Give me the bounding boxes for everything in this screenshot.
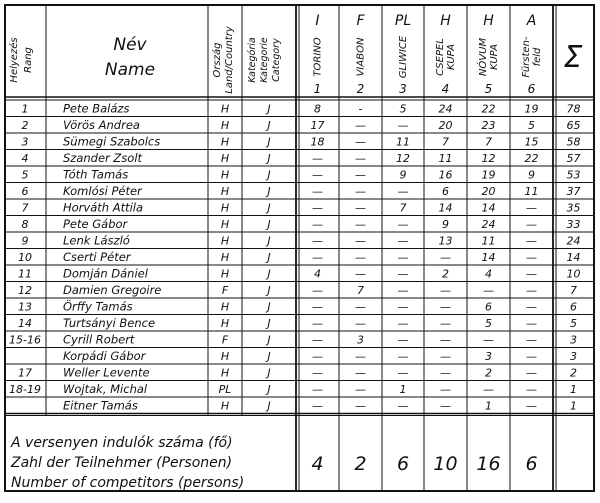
- score-cell: 19: [524, 102, 539, 116]
- country-cell: H: [220, 234, 230, 248]
- event-country-code: A: [526, 13, 537, 29]
- score-cell: —: [440, 350, 451, 363]
- score-cell: 2: [442, 267, 449, 281]
- score-cell: 11: [396, 135, 410, 149]
- score-cell: 3: [485, 350, 492, 363]
- score-cell: —: [312, 399, 323, 413]
- sum-cell: 1: [570, 383, 577, 396]
- footer-label-de: Zahl der Teilnehmer (Personen): [11, 455, 233, 471]
- score-cell: —: [397, 185, 409, 198]
- score-cell: 16: [438, 168, 453, 182]
- score-cell: —: [355, 201, 366, 215]
- rank-cell: 8: [21, 218, 29, 231]
- competitor-count: 4: [311, 453, 324, 475]
- score-cell: 6: [442, 185, 449, 198]
- event-country-code: H: [483, 13, 494, 29]
- competitor-count: 16: [476, 453, 501, 475]
- score-cell: 24: [481, 218, 496, 231]
- score-cell: 1: [485, 399, 492, 413]
- event-name: GLIWICE: [398, 35, 409, 79]
- country-cell: H: [220, 350, 230, 363]
- score-cell: —: [526, 383, 537, 396]
- rank-cell: 3: [21, 135, 29, 149]
- score-cell: —: [312, 350, 323, 363]
- score-cell: —: [312, 300, 323, 314]
- header-sum: Σ: [563, 40, 583, 75]
- score-cell: —: [483, 383, 494, 396]
- country-cell: H: [220, 185, 230, 198]
- score-cell: 7: [442, 135, 449, 149]
- score-cell: —: [440, 300, 451, 314]
- score-cell: 22: [524, 152, 539, 165]
- score-cell: —: [397, 317, 409, 330]
- category-cell: J: [267, 218, 271, 231]
- sum-cell: 5: [570, 317, 577, 330]
- score-cell: —: [397, 300, 409, 314]
- sum-cell: 3: [570, 350, 577, 363]
- header-name-en: Name: [104, 60, 156, 80]
- score-cell: —: [312, 251, 323, 264]
- score-cell: 14: [481, 201, 496, 215]
- event-name: TORINO: [312, 37, 324, 77]
- header-category-de: Kategorie: [259, 37, 270, 83]
- rank-cell: 15-16: [9, 333, 41, 347]
- footer-label-en: Number of competitors (persons): [11, 475, 245, 491]
- score-cell: —: [526, 350, 537, 363]
- rank-cell: 2: [21, 119, 29, 132]
- score-cell: 14: [438, 201, 453, 215]
- country-cell: H: [220, 102, 230, 116]
- event-name: NÓVUM: [478, 37, 489, 77]
- sum-cell: 58: [566, 135, 581, 149]
- category-cell: J: [267, 135, 271, 149]
- category-cell: J: [267, 300, 271, 314]
- rank-cell: 7: [21, 201, 29, 215]
- name-cell: Pete Balázs: [63, 101, 130, 116]
- score-cell: 8: [314, 102, 321, 116]
- score-cell: —: [355, 300, 366, 314]
- rank-cell: 12: [18, 284, 32, 297]
- name-cell: Damien Gregoire: [63, 283, 162, 297]
- score-cell: —: [397, 366, 409, 380]
- score-cell: -: [358, 102, 363, 116]
- score-cell: 12: [481, 152, 496, 165]
- event-name: Fürsten-: [521, 36, 532, 78]
- score-cell: —: [397, 267, 409, 281]
- score-cell: —: [355, 267, 366, 281]
- rank-cell: 5: [21, 168, 29, 182]
- header-country-hu: Ország: [212, 42, 223, 78]
- score-cell: —: [312, 185, 323, 198]
- sum-cell: 37: [566, 185, 581, 198]
- country-cell: H: [220, 366, 230, 380]
- score-cell: —: [440, 366, 451, 380]
- rank-cell: 17: [18, 366, 32, 380]
- score-cell: —: [526, 251, 537, 264]
- score-cell: —: [397, 284, 409, 297]
- score-cell: —: [440, 333, 451, 347]
- sum-cell: 2: [570, 366, 577, 380]
- score-cell: —: [355, 185, 366, 198]
- score-cell: 19: [481, 168, 496, 182]
- score-cell: —: [355, 350, 366, 363]
- score-cell: 2: [485, 366, 492, 380]
- score-cell: 1: [399, 383, 407, 396]
- category-cell: J: [267, 366, 271, 380]
- score-cell: 24: [438, 102, 453, 116]
- event-number: 4: [441, 82, 450, 96]
- score-cell: 4: [485, 267, 492, 281]
- score-cell: —: [355, 119, 366, 132]
- score-cell: —: [440, 317, 451, 330]
- country-cell: H: [220, 135, 230, 149]
- country-cell: H: [220, 267, 230, 281]
- score-cell: —: [355, 218, 366, 231]
- score-cell: —: [440, 284, 451, 297]
- category-cell: J: [267, 383, 271, 396]
- rank-cell: 18-19: [9, 383, 41, 396]
- name-cell: Turtsányi Bence: [63, 316, 156, 330]
- category-cell: J: [267, 317, 271, 330]
- name-cell: Horváth Attila: [63, 200, 144, 215]
- score-cell: 5: [399, 102, 407, 116]
- score-cell: 23: [481, 119, 496, 132]
- score-cell: —: [526, 399, 537, 413]
- score-cell: —: [526, 218, 537, 231]
- country-cell: H: [220, 300, 230, 314]
- category-cell: J: [267, 284, 271, 297]
- rank-cell: 4: [21, 152, 29, 165]
- rank-cell: 11: [18, 267, 32, 281]
- country-cell: H: [220, 317, 230, 330]
- score-cell: 12: [396, 152, 410, 165]
- score-cell: 7: [399, 201, 407, 215]
- score-cell: 5: [528, 119, 535, 132]
- score-cell: —: [397, 333, 409, 347]
- score-cell: 22: [481, 102, 496, 116]
- score-cell: 20: [438, 119, 453, 132]
- score-cell: 13: [438, 234, 453, 248]
- score-cell: —: [526, 366, 537, 380]
- score-cell: —: [355, 234, 366, 248]
- event-number: 5: [484, 82, 493, 96]
- score-cell: —: [397, 399, 409, 413]
- score-cell: —: [312, 218, 323, 231]
- sum-cell: 14: [566, 251, 581, 264]
- score-cell: —: [526, 333, 537, 347]
- event-country-code: F: [356, 13, 365, 29]
- score-cell: —: [526, 317, 537, 330]
- score-cell: 9: [442, 218, 449, 231]
- score-cell: 20: [481, 185, 496, 198]
- score-cell: 11: [481, 234, 496, 248]
- score-cell: —: [526, 201, 537, 215]
- event-name: feld: [532, 47, 543, 67]
- header-rank-de: Rang: [23, 47, 34, 73]
- country-cell: F: [221, 333, 229, 347]
- score-cell: —: [397, 251, 409, 264]
- name-cell: Cserti Péter: [63, 250, 131, 264]
- sum-cell: 6: [570, 300, 577, 314]
- header-name-hu: Név: [113, 35, 147, 55]
- category-cell: J: [267, 152, 271, 165]
- score-cell: 18: [310, 135, 325, 149]
- name-cell: Pete Gábor: [63, 217, 128, 231]
- score-cell: —: [397, 350, 409, 363]
- country-cell: H: [220, 218, 230, 231]
- score-cell: 7: [485, 135, 492, 149]
- event-name: KUPA: [446, 43, 457, 71]
- score-cell: —: [526, 284, 537, 297]
- event-country-code: I: [315, 13, 320, 29]
- category-cell: J: [267, 350, 271, 363]
- country-cell: PL: [218, 383, 232, 396]
- score-cell: 15: [524, 135, 539, 149]
- score-cell: —: [526, 267, 537, 281]
- rank-cell: 10: [18, 251, 32, 264]
- score-cell: —: [312, 152, 323, 165]
- score-cell: —: [312, 366, 323, 380]
- score-cell: —: [312, 383, 323, 396]
- score-cell: 3: [357, 333, 364, 347]
- score-cell: 6: [485, 300, 492, 314]
- score-cell: —: [397, 119, 409, 132]
- event-name: KUPA: [489, 43, 500, 71]
- name-cell: Eitner Tamás: [63, 398, 138, 413]
- score-cell: 11: [438, 152, 453, 165]
- competitor-count: 2: [354, 453, 367, 475]
- event-number: 1: [313, 82, 322, 96]
- sum-cell: 78: [566, 102, 581, 116]
- rank-cell: 9: [21, 234, 29, 248]
- score-cell: —: [355, 399, 366, 413]
- name-cell: Weller Levente: [63, 365, 150, 380]
- score-cell: —: [397, 218, 409, 231]
- category-cell: J: [267, 399, 271, 413]
- score-cell: —: [483, 333, 494, 347]
- country-cell: H: [220, 168, 230, 182]
- score-cell: —: [355, 251, 366, 264]
- category-cell: J: [267, 102, 271, 116]
- rank-cell: 14: [18, 317, 32, 330]
- score-cell: —: [355, 152, 366, 165]
- score-cell: —: [312, 201, 323, 215]
- category-cell: J: [267, 333, 271, 347]
- sum-cell: 57: [566, 152, 581, 165]
- country-cell: H: [220, 201, 230, 215]
- country-cell: H: [220, 399, 230, 413]
- score-cell: —: [440, 399, 451, 413]
- score-cell: —: [355, 317, 366, 330]
- score-cell: —: [312, 317, 323, 330]
- rank-cell: 6: [21, 185, 29, 198]
- competitor-count: 6: [396, 453, 410, 475]
- name-cell: Tóth Tamás: [63, 167, 129, 182]
- score-cell: —: [355, 366, 366, 380]
- name-cell: Szander Zsolt: [63, 151, 143, 165]
- score-cell: 7: [357, 284, 364, 297]
- country-cell: H: [220, 119, 230, 132]
- category-cell: J: [267, 185, 271, 198]
- score-cell: 9: [528, 168, 535, 182]
- score-cell: 14: [481, 251, 496, 264]
- name-cell: Sümegi Szabolcs: [63, 134, 161, 149]
- score-cell: 9: [399, 168, 407, 182]
- sum-cell: 33: [566, 218, 581, 231]
- category-cell: J: [267, 201, 271, 215]
- sum-cell: 35: [566, 201, 581, 215]
- event-number: 2: [356, 82, 365, 96]
- event-name: CSEPEL: [435, 38, 446, 76]
- category-cell: J: [267, 234, 271, 248]
- score-cell: —: [483, 284, 494, 297]
- name-cell: Domján Dániel: [63, 266, 148, 281]
- header-category-en: Category: [271, 38, 282, 82]
- score-cell: —: [440, 383, 451, 396]
- competitor-count: 10: [433, 453, 458, 475]
- country-cell: H: [220, 152, 230, 165]
- sum-cell: 53: [566, 168, 581, 182]
- score-cell: 5: [485, 317, 492, 330]
- category-cell: J: [267, 251, 271, 264]
- score-cell: —: [526, 300, 537, 314]
- sum-cell: 7: [570, 284, 577, 297]
- header-rank-hu: Helyezés: [9, 37, 20, 83]
- score-cell: 17: [310, 119, 325, 132]
- sum-cell: 10: [566, 267, 581, 281]
- footer-label-hu: A versenyen indulók száma (fő): [11, 435, 233, 451]
- name-cell: Vörös Andrea: [63, 118, 140, 132]
- category-cell: J: [267, 168, 271, 182]
- score-cell: —: [312, 234, 323, 248]
- event-number: 6: [527, 82, 536, 96]
- country-cell: F: [221, 284, 229, 297]
- event-country-code: PL: [394, 13, 412, 29]
- score-cell: —: [397, 234, 409, 248]
- name-cell: Örffy Tamás: [63, 299, 133, 314]
- event-name: VIABON: [355, 37, 367, 77]
- rank-cell: 13: [18, 300, 32, 314]
- score-cell: —: [312, 168, 323, 182]
- country-cell: H: [220, 251, 230, 264]
- score-cell: 4: [314, 267, 321, 281]
- rank-cell: 1: [21, 102, 29, 116]
- sum-cell: 1: [570, 399, 577, 413]
- header-category-hu: Kategória: [247, 37, 258, 83]
- name-cell: Cyrill Robert: [63, 332, 135, 347]
- event-country-code: H: [440, 13, 451, 29]
- score-cell: —: [526, 234, 537, 248]
- score-cell: —: [355, 135, 366, 149]
- score-cell: —: [312, 284, 323, 297]
- event-number: 3: [399, 82, 407, 96]
- header-country-en: Land/Country: [224, 26, 235, 94]
- category-cell: J: [267, 119, 271, 132]
- name-cell: Lenk László: [63, 233, 130, 248]
- category-cell: J: [267, 267, 271, 281]
- sum-cell: 65: [566, 119, 581, 132]
- sum-cell: 24: [566, 234, 581, 248]
- sum-cell: 3: [570, 333, 577, 347]
- score-cell: —: [355, 383, 366, 396]
- competitor-count: 6: [525, 453, 538, 475]
- name-cell: Wojtak, Michal: [63, 382, 148, 396]
- score-cell: 11: [524, 185, 539, 198]
- score-cell: —: [440, 251, 451, 264]
- score-cell: —: [312, 333, 323, 347]
- name-cell: Korpádi Gábor: [63, 349, 146, 363]
- score-cell: —: [355, 168, 366, 182]
- name-cell: Komlósi Péter: [63, 184, 142, 198]
